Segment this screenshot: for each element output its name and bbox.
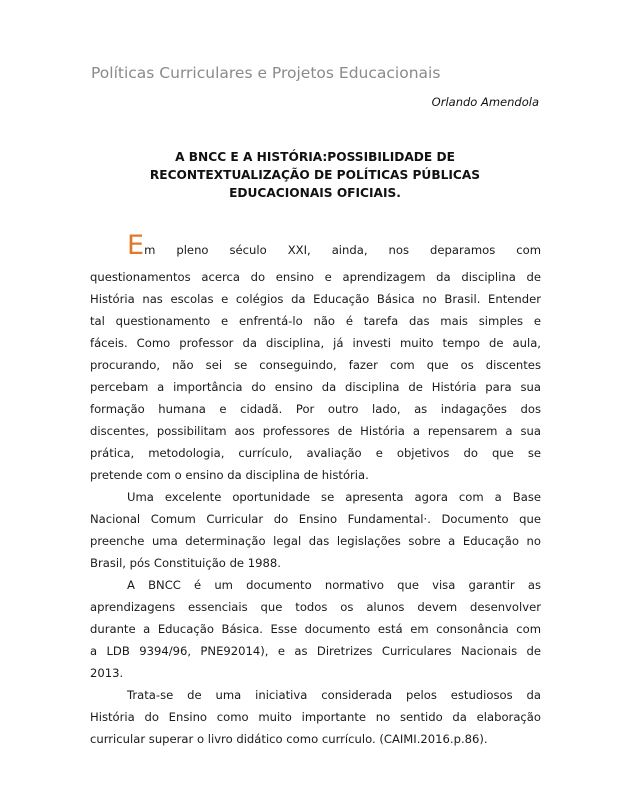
title-line: EDUCACIONAIS OFICIAIS.	[229, 186, 401, 200]
first-line-text: m pleno século XXI, ainda, nos deparamos com	[144, 243, 541, 257]
text-line: Uma excelente oportunidade se apresenta agora com a Base	[127, 490, 541, 504]
text-line: Brasil, pós Constituição de 1988.	[90, 556, 281, 570]
text-line: discentes, possibilitam aos professores de História a repensarem a sua	[90, 424, 541, 438]
text-line: História nas escolas e colégios da Educação Básica no Brasil. Entender	[90, 292, 541, 306]
text-line: A BNCC é um documento normativo que visa garantir as	[127, 578, 541, 592]
first-line	[127, 232, 541, 262]
text-line: pretende com o ensino da disciplina de história.	[90, 468, 369, 482]
text-line: Nacional Comum Curricular do Ensino Fundamental·. Documento que	[90, 512, 541, 526]
title-line: A BNCC E A HISTÓRIA:POSSIBILIDADE DE	[175, 150, 455, 164]
text-line: formação humana e cidadã. Por outro lado, as indagações dos	[90, 402, 541, 416]
text-line: 2013.	[90, 666, 124, 680]
author-name: Orlando Amendola	[431, 95, 539, 109]
text-line: tal questionamento e enfrentá-lo não é tarefa das mais simples e	[90, 314, 541, 328]
document-title	[120, 148, 510, 202]
title-line: RECONTEXTUALIZAÇÃO DE POLÍTICAS PÚBLICAS	[149, 168, 481, 182]
text-line: Trata-se de uma iniciativa considerada pelos estudiosos da	[127, 688, 541, 702]
text-line: preenche uma determinação legal das legislações sobre a Educação no	[90, 534, 541, 548]
text-line: História do Ensino como muito importante no sentido da elaboração	[90, 710, 541, 724]
drop-cap: E	[127, 230, 145, 261]
running-header: Políticas Curriculares e Projetos Educacionais	[91, 64, 441, 82]
text-line: fáceis. Como professor da disciplina, já investi muito tempo de aula,	[90, 336, 541, 350]
text-line: questionamentos acerca do ensino e aprendizagem da disciplina de	[90, 270, 541, 284]
text-line: procurando, não sei se conseguindo, fazer com que os discentes	[90, 358, 541, 372]
text-line: a LDB 9394/96, PNE92014), e as Diretrizes Curriculares Nacionais de	[90, 644, 541, 658]
text-line: durante a Educação Básica. Esse documento está em consonância com	[90, 622, 541, 636]
text-line: curricular superar o livro didático como currículo. (CAIMI.2016.p.86).	[90, 732, 488, 746]
text-line: aprendizagens essenciais que todos os alunos devem desenvolver	[90, 600, 541, 614]
text-line: prática, metodologia, currículo, avaliação e objetivos do que se	[90, 446, 541, 460]
text-line: percebam a importância do ensino da disciplina de História para sua	[90, 380, 541, 394]
